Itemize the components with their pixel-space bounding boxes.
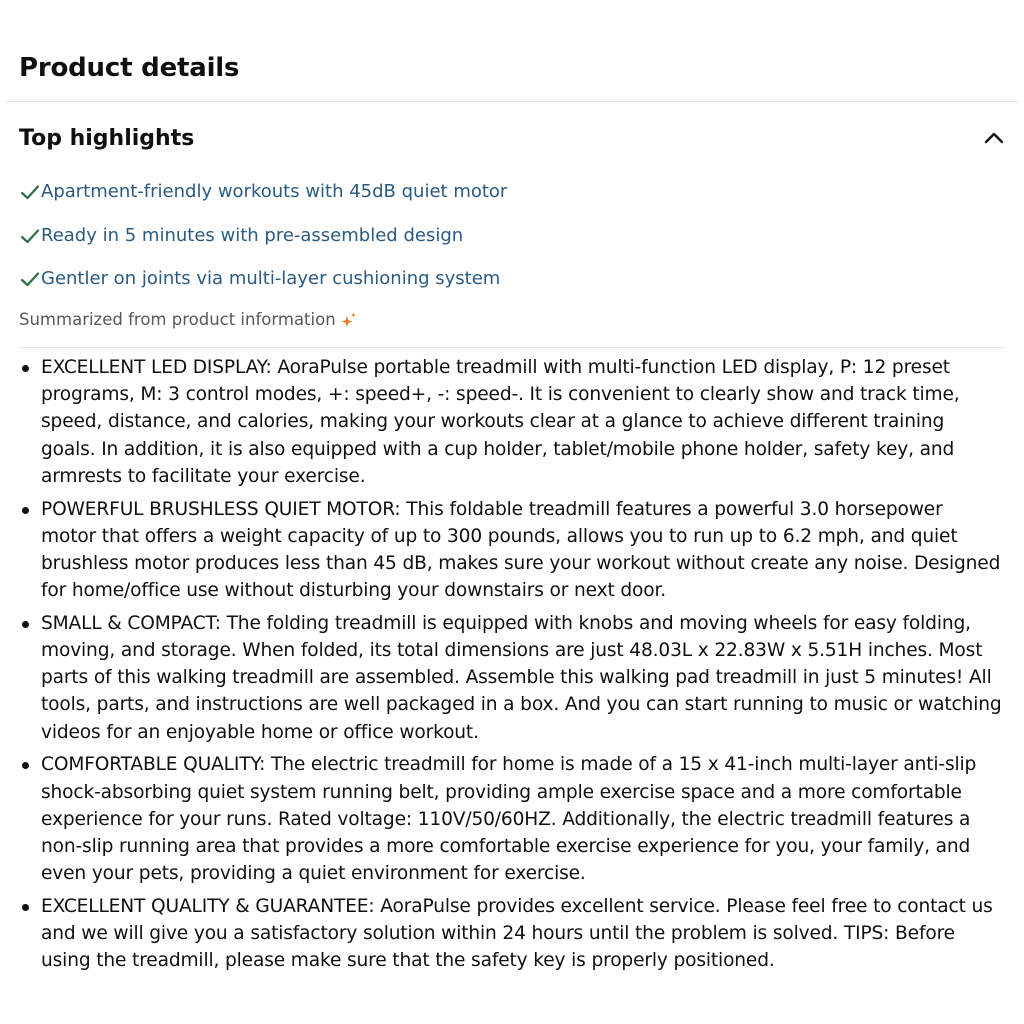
- section-divider: [6, 101, 1018, 102]
- feature-bullet: [41, 354, 1003, 490]
- sparkle-icon: [340, 311, 358, 329]
- top-highlights-list: [19, 178, 999, 309]
- feature-bullet-text: SMALL & COMPACT: The folding treadmill is equipped with knobs and moving wheels for easy folding, moving, and storage. When folded, its total dimensions are just 48.03L x 22.83W x 5.51H inches. Most parts of this walking treadmill are assembled. Assemble this walking pad treadmill in just 5 minutes! All tools, parts, and instructions are well packaged in a box. And you can start running to music or watching videos for an enjoyable home or office workout.: [41, 612, 1002, 743]
- top-highlights-header[interactable]: [19, 123, 1009, 155]
- feature-bullet-text: COMFORTABLE QUALITY: The electric treadmill for home is made of a 15 x 41-inch multi-layer anti-slip shock-absorbing quiet system running belt, providing ample exercise space and a more comfortable experience for your runs. Rated voltage: 110V/50/60HZ. Additionally, the electric treadmill features a non-slip running area that provides a more comfortable exercise experience for you, your family, and even your pets, providing a quiet environment for exercise.: [41, 754, 977, 885]
- highlights-divider: [19, 347, 1005, 348]
- feature-bullet: [41, 610, 1003, 746]
- highlight-item: [19, 222, 999, 250]
- top-highlights-heading: Top highlights: [19, 126, 195, 151]
- highlight-item: [19, 178, 999, 206]
- highlight-text: Ready in 5 minutes with pre-assembled design: [41, 224, 464, 246]
- chevron-up-icon: [984, 131, 1004, 145]
- bullet-dot: [22, 365, 29, 372]
- highlight-text: Apartment-friendly workouts with 45dB quiet motor: [41, 181, 508, 202]
- checkmark-icon: [19, 268, 41, 290]
- bullet-dot: [22, 621, 29, 628]
- product-details-heading: Product details: [19, 53, 240, 83]
- feature-bullet: [41, 751, 1003, 887]
- highlight-item: [19, 265, 999, 293]
- bullet-dot: [22, 904, 29, 911]
- bullet-dot: [22, 762, 29, 769]
- summary-note-text: Summarized from product information: [19, 310, 336, 329]
- checkmark-icon: [19, 225, 41, 247]
- checkmark-icon: [19, 181, 41, 203]
- collapse-highlights-button[interactable]: [979, 123, 1009, 153]
- feature-bullet-text: EXCELLENT LED DISPLAY: AoraPulse portable treadmill with multi-function LED display, P: 12 preset programs, M: 3 control modes, +: speed+, -: speed-. It is convenient to clearly show and track time, speed, distance, and calories, making your workouts clear at a glance to achieve different training goals. In addition, it is also equipped with a cup holder, tablet/mobile phone holder, safety key, and armrests to facilitate your exercise.: [41, 357, 960, 487]
- bullet-dot: [22, 507, 29, 514]
- feature-bullet: [41, 496, 1003, 605]
- feature-bullet: [41, 893, 1003, 975]
- feature-bullet-text: POWERFUL BRUSHLESS QUIET MOTOR: This foldable treadmill features a powerful 3.0 horsepower motor that offers a weight capacity of up to 300 pounds, allows you to run up to 6.2 mph, and quiet brushless motor produces less than 45 dB, makes sure your workout without create any noise. Designed for home/office use without disturbing your downstairs or next door.: [41, 498, 1001, 602]
- highlight-text: Gentler on joints via multi-layer cushioning system: [41, 268, 501, 289]
- feature-bullet-text: EXCELLENT QUALITY & GUARANTEE: AoraPulse provides excellent service. Please feel free to contact us and we will give you a satisfactory solution within 24 hours until the problem is solved. TIPS: Before using the treadmill, please make sure that the safety key is properly positioned.: [41, 895, 993, 972]
- summary-note: [19, 308, 358, 332]
- feature-bullets-list: [41, 354, 1003, 980]
